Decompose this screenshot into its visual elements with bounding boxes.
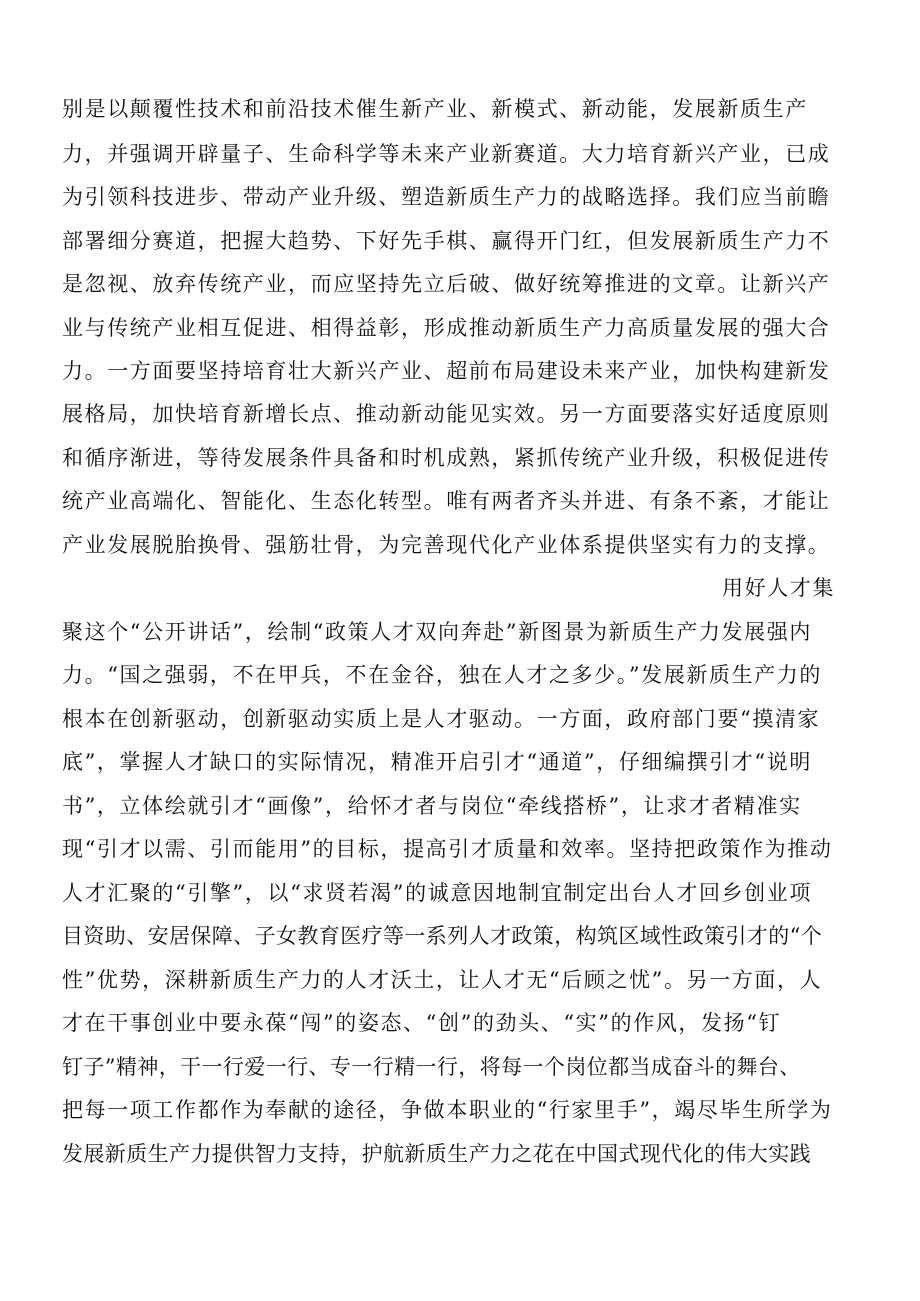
text-line: 聚这个“公开讲话”，绘制“政策人才双向奔赴”新图景为新质生产力发展强内 (62, 620, 812, 644)
text-line: 把每一项工作都作为奉献的途径，争做本职业的“行家里手”，竭尽毕生所学为 (62, 1098, 833, 1122)
text-line: 和循序渐进，等待发展条件具备和时机成熟，紧抓传统产业升级，积极促进传 (62, 446, 831, 470)
text-line: 性”优势，深耕新质生产力的人才沃土，让人才无“后顾之忧”。另一方面，人 (62, 968, 823, 992)
text-line: 产业发展脱胎换骨、强筋壮骨，为完善现代化产业体系提供坚实有力的支撑。 (62, 533, 831, 557)
text-line: 力。一方面要坚持培育壮大新兴产业、超前布局建设未来产业，加快构建新发 (62, 359, 831, 383)
text-line: 力，并强调开辟量子、生命科学等未来产业新赛道。大力培育新兴产业，已成 (62, 142, 831, 166)
text-line: 根本在创新驱动，创新驱动实质上是人才驱动。一方面，政府部门要“摸清家 (62, 707, 821, 731)
text-line: 统产业高端化、智能化、生态化转型。唯有两者齐头并进、有条不紊，才能让 (62, 489, 831, 513)
text-line: 现“引才以需、引而能用”的目标，提高引才质量和效率。坚持把政策作为推动 (62, 837, 833, 861)
text-line: 力。“国之强弱，不在甲兵，不在金谷，独在人才之多少。”发展新质生产力的 (62, 663, 822, 687)
text-line: 展格局，加快培育新增长点、推动新动能见实效。另一方面要落实好适度原则 (62, 402, 831, 426)
text-line: 部署细分赛道，把握大趋势、下好先手棋、赢得开门红，但发展新质生产力不 (62, 229, 831, 253)
text-line: 人才汇聚的“引擎”，以“求贤若渴”的诚意因地制宜制定出台人才回乡创业项 (62, 881, 812, 905)
paragraph-start-fragment: 用好人才集 (722, 576, 835, 600)
text-line: 底”，掌握人才缺口的实际情况，精准开启引才“通道”，仔细编撰引才“说明 (62, 750, 812, 774)
text-line: 发展新质生产力提供智力支持，护航新质生产力之花在中国式现代化的伟大实践 (62, 1142, 811, 1166)
text-line: 目资助、安居保障、子女教育医疗等一系列人才政策，构筑区域性政策引才的“个 (62, 924, 823, 948)
text-line: 才在干事创业中要永葆“闯”的姿态、“创”的劲头、“实”的作风，发扬“钉 (62, 1011, 782, 1035)
text-line: 为引领科技进步、带动产业升级、塑造新质生产力的战略选择。我们应当前瞻 (62, 185, 831, 209)
text-line: 业与传统产业相互促进、相得益彰，形成推动新质生产力高质量发展的强大合 (62, 316, 831, 340)
text-line: 钉子”精神，干一行爱一行、专一行精一行，将每一个岗位都当成奋斗的舞台、 (62, 1055, 801, 1079)
text-line: 书”，立体绘就引才“画像”，给怀才者与岗位“牵线搭桥”，让求才者精准实 (62, 794, 802, 818)
text-line: 是忽视、放弃传统产业，而应坚持先立后破、做好统筹推进的文章。让新兴产 (62, 272, 831, 296)
text-line: 别是以颠覆性技术和前沿技术催生新产业、新模式、新动能，发展新质生产 (62, 97, 808, 121)
